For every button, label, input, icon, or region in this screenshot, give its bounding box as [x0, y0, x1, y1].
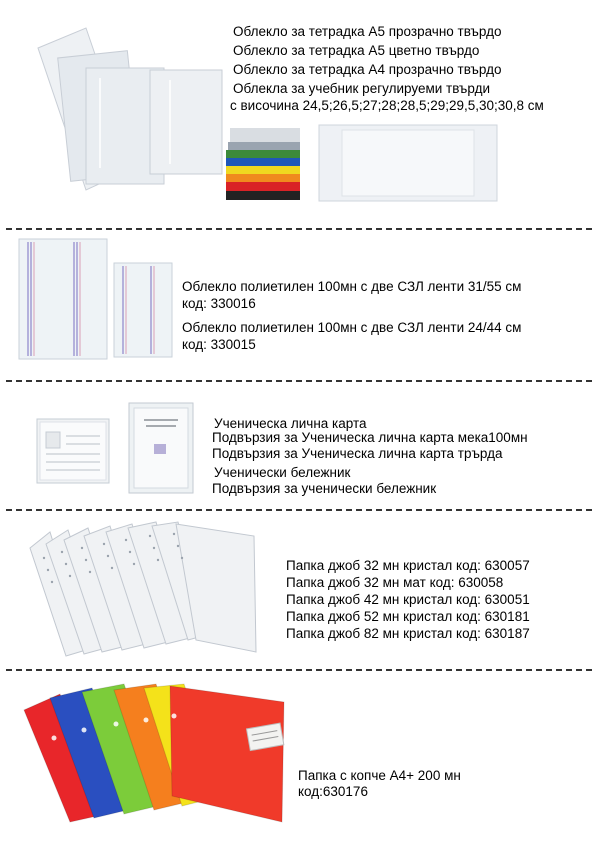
- student-id-card-image: [36, 418, 110, 484]
- polyethylene-cover-small-image: [113, 262, 173, 358]
- product-line: Облекло за тетрадка А4 прозрачно твърдо: [233, 62, 502, 77]
- product-line: Облекло за тетрадка А5 прозрачно твърдо: [233, 24, 502, 39]
- product-line: Папка с копче А4+ 200 мн: [298, 768, 461, 783]
- product-line: Ученически бележник: [214, 465, 351, 480]
- separator-line: [6, 509, 592, 511]
- textbook-cover-image: [318, 124, 498, 202]
- separator-line: [6, 228, 592, 230]
- colored-covers-stack-image: [224, 120, 306, 204]
- product-line: Подвързия за Ученическа лична карта мека100мн: [212, 430, 528, 445]
- product-line: Папка джоб 42 мн кристал код: 630051: [286, 592, 530, 607]
- product-line: Облекло полиетилен 100мн с две СЗЛ ленти 31/55 см: [182, 279, 522, 294]
- product-code: код:630176: [298, 784, 368, 799]
- product-line: Папка джоб 52 мн кристал код: 630181: [286, 609, 530, 624]
- product-line: Облекла за учебник регулируеми твърди: [233, 81, 490, 96]
- sheet-protectors-image: [28, 518, 268, 658]
- student-notebook-image: [128, 402, 194, 494]
- notebook-covers-image: [30, 18, 230, 208]
- product-line: Папка джоб 82 мн кристал код: 630187: [286, 626, 530, 641]
- product-line: Подвързия за ученически бележник: [212, 481, 437, 496]
- product-code: код: 330015: [182, 337, 256, 352]
- product-line: Подвързия за Ученическа лична карта трърда: [212, 446, 503, 461]
- separator-line: [6, 380, 592, 382]
- product-line: Папка джоб 32 мн мат код: 630058: [286, 575, 504, 590]
- product-line: Ученическа лична карта: [214, 416, 367, 431]
- polyethylene-cover-large-image: [18, 238, 108, 360]
- product-line: Облекло полиетилен 100мн с две СЗЛ ленти 24/44 см: [182, 320, 522, 335]
- product-line: с височина 24,5;26,5;27;28;28,5;29;29,5,30;30,8 см: [230, 98, 544, 113]
- product-line: Папка джоб 32 мн кристал код: 630057: [286, 558, 530, 573]
- product-code: код: 330016: [182, 296, 256, 311]
- separator-line: [6, 669, 592, 671]
- product-line: Облекло за тетрадка А5 цветно твърдо: [233, 43, 480, 58]
- button-folders-image: [20, 682, 288, 824]
